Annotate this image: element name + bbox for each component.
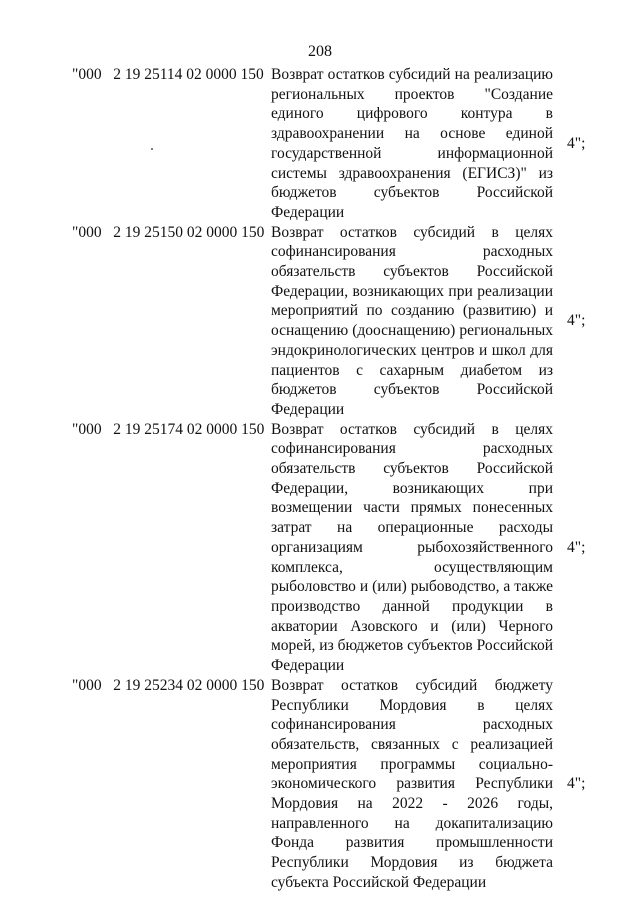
budget-classification-code: "000 2 19 25114 02 0000 150 bbox=[72, 66, 264, 83]
budget-classification-code: "000 2 19 25174 02 0000 150 bbox=[72, 420, 265, 438]
page-number: 208 bbox=[308, 43, 332, 60]
budget-classification-code: "000 2 19 25150 02 0000 150 bbox=[72, 223, 265, 241]
budget-classification-code: "000 2 19 25234 02 0000 150 bbox=[72, 676, 265, 694]
entry-suffix: 4"; bbox=[567, 312, 586, 330]
budget-code-entry bbox=[0, 420, 640, 676]
entry-description: Возврат остатков субсидий бюджету Республики Мордовия в целях софинансирования расходных обязательств, связанных с реализацией мероприятия программы социально-экономического развития Республики Мордовия на 2022 - 2026 годы, направленного на докапитализацию Фонда развития промышленности Республики Мордовия из бюджета субъекта Российской Федерации bbox=[271, 676, 553, 891]
entry-description: Возврат остатков субсидий на реализацию региональных проектов "Создание единого цифрового контура в здравоохранении на основе единой государственной информационной системы здравоохранения (ЕГИСЗ)" из бюджетов субъектов Российской Федерации bbox=[271, 66, 553, 221]
budget-code-entry bbox=[0, 65, 640, 223]
entry-description: Возврат остатков субсидий в целях софинансирования расходных обязательств субъектов Российской Федерации, возникающих при реализации мероприятий по созданию (развитию) и оснащению (дооснащению) региональных эндокринологических центров и школ для пациентов с сахарным диабетом из бюджетов субъектов Российской Федерации bbox=[271, 223, 553, 418]
budget-code-list bbox=[0, 65, 640, 893]
budget-code-entry bbox=[0, 223, 640, 420]
entry-suffix: 4"; bbox=[567, 775, 586, 793]
budget-code-entry bbox=[0, 676, 640, 893]
entry-suffix: 4"; bbox=[567, 134, 586, 152]
scan-speck bbox=[151, 148, 153, 150]
entry-description: Возврат остатков субсидий в целях софинансирования расходных обязательств субъектов Российской Федерации, возникающих при возмещении части прямых понесенных затрат на операционные расходы организациям рыбохозяйственного комплекса, осуществляющим рыболовство и (или) рыбоводство, а также производство данной продукции в акватории Азовского и (или) Черного морей, из бюджетов субъектов Российской Федерации bbox=[271, 420, 553, 675]
entry-suffix: 4"; bbox=[567, 538, 586, 556]
